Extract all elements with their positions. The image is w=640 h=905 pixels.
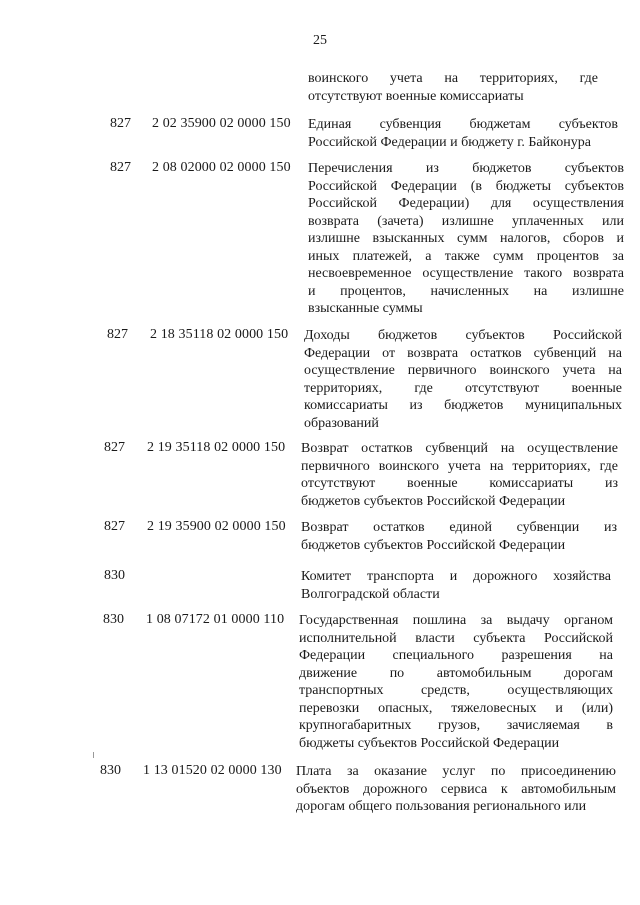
description-line: исполнительной власти субъекта Российской <box>299 630 613 646</box>
income-code: 2 18 35118 02 0000 150 <box>150 327 289 342</box>
description-line: образований <box>304 415 379 431</box>
description-line: возврата (зачета) излишне уплаченных или <box>308 213 624 229</box>
page-number: 25 <box>313 33 327 48</box>
description-line: взысканные суммы <box>308 301 423 316</box>
description-line: осуществление первичного воинского учета на <box>304 363 622 378</box>
admin-code: 830 <box>103 612 124 627</box>
description-line: Единая субвенция бюджетам субъектов <box>308 117 618 132</box>
description-line: воинского учета на территориях, где <box>308 71 598 86</box>
income-code: 2 08 02000 02 0000 150 <box>152 160 291 175</box>
description-line: бюджетов субъектов Российской Федерации <box>301 493 566 509</box>
income-description <box>308 160 624 318</box>
description-line: и процентов, начисленных на излишне <box>308 283 624 299</box>
description-line: иных платежей, а также сумм процентов за <box>308 248 624 264</box>
description-line: Возврат остатков единой субвенции из <box>301 520 617 535</box>
description-line: крупногабаритных грузов, зачисляемая в <box>299 718 613 733</box>
description-line: Российской Федерации и бюджету г. Байконура <box>308 134 591 150</box>
income-description <box>296 763 616 816</box>
description-line: дорогам общего пользования регионального или <box>296 799 587 814</box>
income-code: 2 19 35118 02 0000 150 <box>147 440 286 455</box>
description-line: бюджетов субъектов Российской Федерации <box>301 537 566 553</box>
admin-code: 830 <box>100 763 121 778</box>
description-line: отсутствуют военные комиссариаты из <box>301 476 618 491</box>
admin-code: 827 <box>110 160 131 175</box>
description-line: Волгоградской области <box>301 586 440 602</box>
income-description <box>301 519 617 554</box>
admin-code: 830 <box>104 568 125 583</box>
description-line: комиссариаты из бюджетов муниципальных <box>304 398 622 413</box>
margin-mark <box>93 752 94 758</box>
description-line: Перечисления из бюджетов субъектов <box>308 161 624 176</box>
description-line: транспортных средств, осуществляющих <box>299 683 613 698</box>
income-description <box>304 327 622 432</box>
description-line: Возврат остатков субвенций на осуществление <box>301 441 618 456</box>
admin-code: 827 <box>107 327 128 342</box>
description-line: излишне взысканных сумм налогов, сборов и <box>308 231 624 246</box>
description-line: перевозки опасных, тяжеловесных и (или) <box>299 700 613 716</box>
admin-code: 827 <box>104 519 125 534</box>
description-line: Федерации специального разрешения на <box>299 648 613 663</box>
income-description <box>308 70 598 105</box>
description-line: Комитет транспорта и дорожного хозяйства <box>301 569 611 584</box>
income-description <box>299 612 613 752</box>
income-code: 2 02 35900 02 0000 150 <box>152 116 291 131</box>
description-line: движение по автомобильным дорогам <box>299 665 613 681</box>
description-line: Плата за оказание услуг по присоединению <box>296 764 616 779</box>
description-line: Федерации от возврата остатков субвенций на <box>304 345 622 361</box>
income-description <box>301 440 618 510</box>
income-description <box>301 568 611 603</box>
description-line: Российской Федерации (в бюджеты субъектов <box>308 178 624 194</box>
description-line: Российской Федерации) для осуществления <box>308 196 624 211</box>
admin-code: 827 <box>110 116 131 131</box>
description-line: первичного воинского учета на территориях, где <box>301 458 618 474</box>
description-line: Доходы бюджетов субъектов Российской <box>304 328 622 343</box>
income-description <box>308 116 618 151</box>
description-line: объектов дорожного сервиса к автомобильным <box>296 781 616 797</box>
admin-code: 827 <box>104 440 125 455</box>
description-line: Государственная пошлина за выдачу органом <box>299 613 613 628</box>
description-line: бюджеты субъектов Российской Федерации <box>299 735 560 751</box>
income-code: 2 19 35900 02 0000 150 <box>147 519 286 534</box>
description-line: несвоевременное осуществление такого возврата <box>308 266 624 281</box>
description-line: отсутствуют военные комиссариаты <box>308 88 524 104</box>
description-line: территориях, где отсутствуют военные <box>304 380 622 396</box>
income-code: 1 08 07172 01 0000 110 <box>146 612 285 627</box>
income-code: 1 13 01520 02 0000 130 <box>143 763 282 778</box>
